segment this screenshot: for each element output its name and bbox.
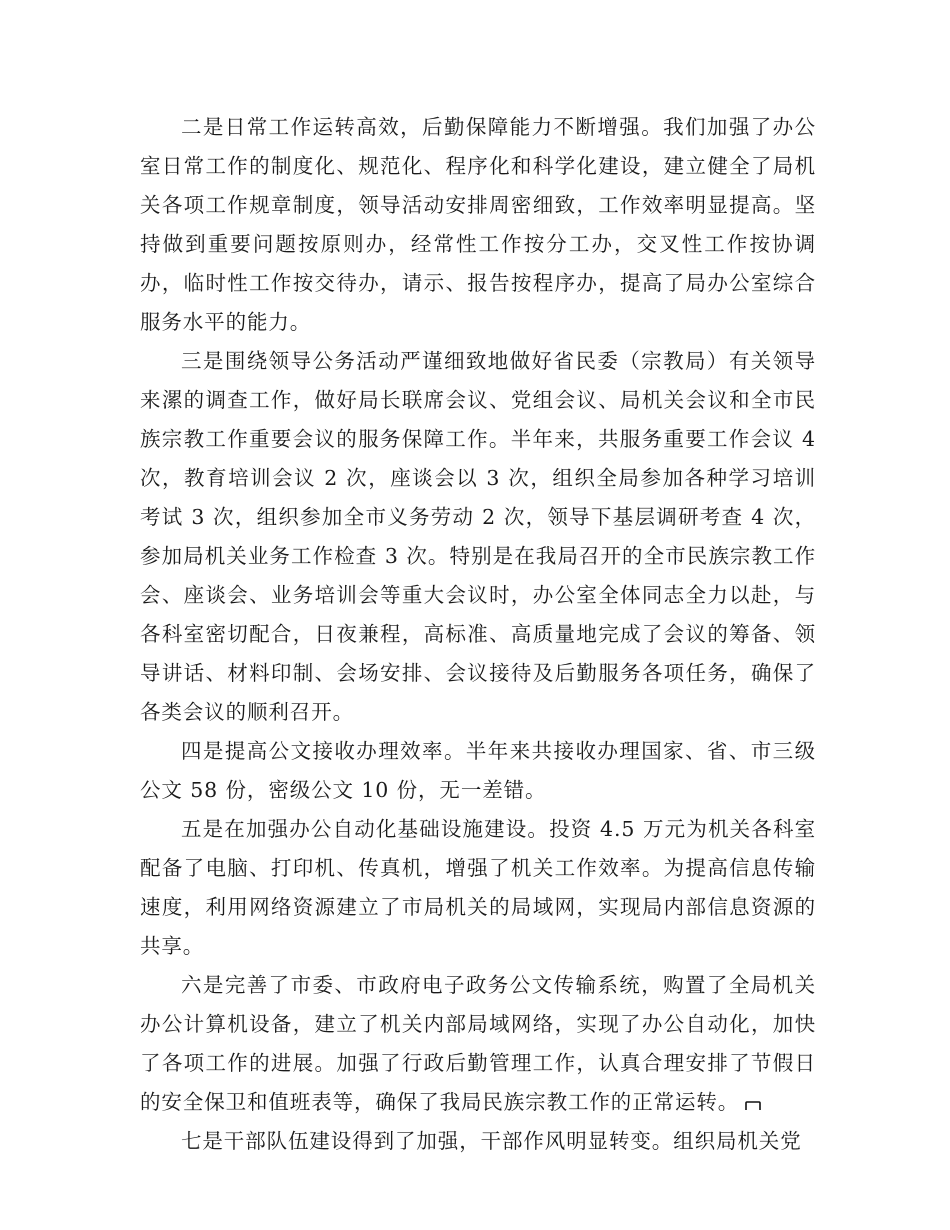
paragraph-6-text: 六是完善了市委、市政府电子政务公文传输系统，购置了全局机关办公计算机设备，建立了机关内部局域网络，实现了办公自动化，加快了各项工作的进展。加强了行政后勤管理工作，认真合理安排了节假日的安全保卫和值班表等，确保了我局民族宗教工作的正常运转。 (140, 973, 816, 1114)
paragraph-6 (140, 966, 816, 1122)
paragraph-3: 三是围绕领导公务活动严谨细致地做好省民委（宗教局）有关领导来漯的调查工作，做好局长联席会议、党组会议、局机关会议和全市民族宗教工作重要会议的服务保障工作。半年来，共服务重要工作会议 4 次，教育培训会议 2 次，座谈会以 3 次，组织全局参加各种学习培训考试 3 次，组织参加全市义务劳动 2 次，领导下基层调研考查 4 次，参加局机关业务工作检查 3 次。特别是在我局召开的全市民族宗教工作会、座谈会、业务培训会等重大会议时，办公室全体同志全力以赴，与各科室密切配合，日夜兼程，高标准、高质量地完成了会议的筹备、领导讲话、材料印制、会场安排、会议接待及后勤服务各项任务，确保了各类会议的顺利召开。 (140, 349, 816, 724)
paragraph-4: 四是提高公文接收办理效率。半年来共接收办理国家、省、市三级公文 58 份，密级公文 10 份，无一差错。 (140, 739, 816, 802)
paragraph-5: 五是在加强办公自动化基础设施建设。投资 4.5 万元为机关各科室配备了电脑、打印机、传真机，增强了机关工作效率。为提高信息传输速度，利用网络资源建立了市局机关的局域网，实现局内部信息资源的共享。 (140, 817, 816, 958)
document-body (140, 108, 816, 1161)
paragraph-mark-icon (745, 1101, 761, 1110)
paragraph-7: 七是干部队伍建设得到了加强，干部作风明显转变。组织局机关党 (181, 1129, 802, 1153)
paragraph-2: 二是日常工作运转高效，后勤保障能力不断增强。我们加强了办公室日常工作的制度化、规范化、程序化和科学化建设，建立健全了局机关各项工作规章制度，领导活动安排周密细致，工作效率明显提高。坚持做到重要问题按原则办，经常性工作按分工办，交叉性工作按协调办，临时性工作按交待办，请示、报告按程序办，提高了局办公室综合服务水平的能力。 (140, 115, 816, 334)
